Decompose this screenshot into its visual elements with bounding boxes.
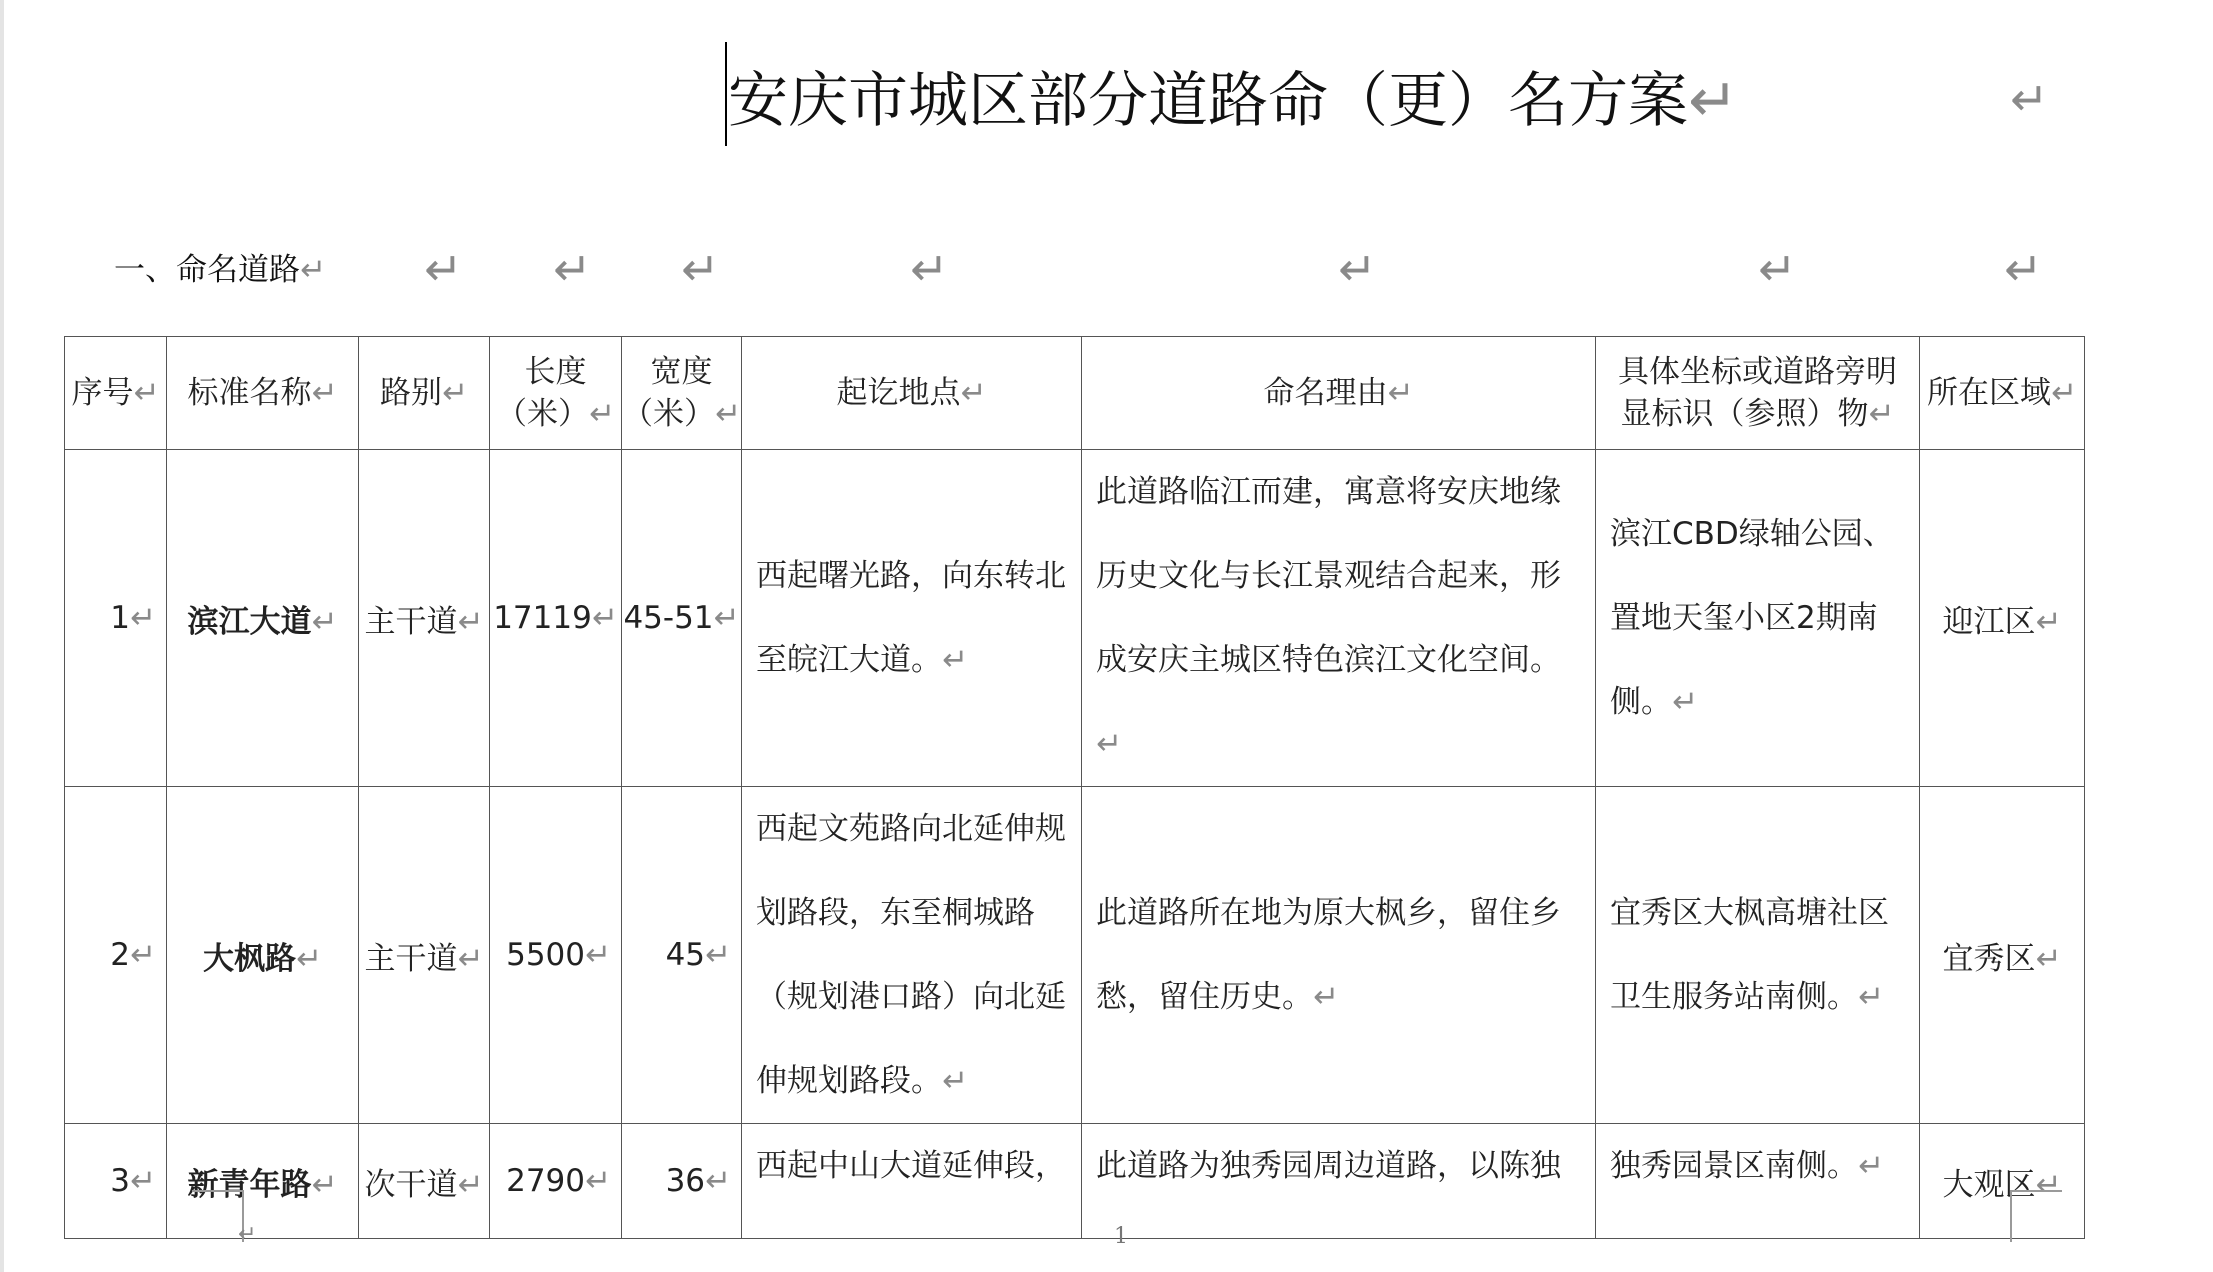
cell-seq[interactable]: 1↵ [65, 450, 167, 787]
page-edge [0, 0, 4, 1272]
paragraph-mark-icon: ↵ [681, 242, 720, 296]
table-row [65, 787, 2085, 1124]
cell-landmark[interactable]: 滨江CBD绿轴公园、置地天玺小区2期南侧。↵ [1596, 450, 1920, 787]
cell-road-class[interactable]: 主干道↵ [359, 450, 490, 787]
page-number: 1 [1114, 1224, 1128, 1249]
road-naming-table [64, 336, 2085, 1239]
paragraph-mark-icon: ↵ [1758, 242, 1797, 296]
table-header-row [65, 337, 2085, 450]
cell-width[interactable]: 45-51↵ [622, 450, 742, 787]
header-length[interactable]: 长度 （米）↵ [490, 337, 622, 450]
header-landmark[interactable]: 具体坐标或道路旁明 显标识（参照）物↵ [1596, 337, 1920, 450]
cell-road-class[interactable]: 主干道↵ [359, 787, 490, 1124]
cell-reason[interactable]: 此道路临江而建，寓意将安庆地缘历史文化与长江景观结合起来，形成安庆主城区特色滨江文化空间。↵ [1082, 450, 1596, 787]
cell-length[interactable]: 17119↵ [490, 450, 622, 787]
cell-road-class[interactable]: 次干道↵ [359, 1124, 490, 1239]
text-cursor [725, 42, 727, 146]
paragraph-mark-icon: ↵ [424, 242, 463, 296]
cell-width[interactable]: 45↵ [622, 787, 742, 1124]
header-name[interactable]: 标准名称↵ [167, 337, 359, 450]
cell-district[interactable]: 大观区↵ [1920, 1124, 2085, 1239]
header-road-class[interactable]: 路别↵ [359, 337, 490, 450]
cell-district[interactable]: 宜秀区↵ [1920, 787, 2085, 1124]
table-row [65, 1124, 2085, 1239]
cell-length[interactable]: 2790↵ [490, 1124, 622, 1239]
cell-landmark[interactable]: 宜秀区大枫高塘社区卫生服务站南侧。↵ [1596, 787, 1920, 1124]
cell-length[interactable]: 5500↵ [490, 787, 622, 1124]
table-row [65, 450, 2085, 787]
footer-corner-marker-right [2010, 1190, 2062, 1242]
paragraph-mark-icon: ↵ [1338, 242, 1377, 296]
header-extent[interactable]: 起讫地点↵ [742, 337, 1082, 450]
section-heading[interactable]: 一、命名道路↵ [114, 252, 326, 288]
cell-seq[interactable]: 2↵ [65, 787, 167, 1124]
paragraph-mark-icon: ↵ [1688, 66, 1739, 136]
cell-name[interactable]: 新青年路↵ [167, 1124, 359, 1239]
document-title[interactable]: 安庆市城区部分道路命（更）名方案↵ [728, 66, 1739, 136]
cell-name[interactable]: 滨江大道↵ [167, 450, 359, 787]
cell-name[interactable]: 大枫路↵ [167, 787, 359, 1124]
footer-corner-marker-left [192, 1190, 244, 1242]
cell-extent[interactable]: 西起曙光路，向东转北至皖江大道。↵ [742, 450, 1082, 787]
cell-reason[interactable]: 此道路为独秀园周边道路，以陈独 [1082, 1124, 1596, 1239]
paragraph-mark-icon: ↵ [238, 1222, 257, 1247]
cell-landmark[interactable]: 独秀园景区南侧。↵ [1596, 1124, 1920, 1239]
cell-width[interactable]: 36↵ [622, 1124, 742, 1239]
paragraph-mark-icon: ↵ [2004, 242, 2043, 296]
header-district[interactable]: 所在区域↵ [1920, 337, 2085, 450]
header-reason[interactable]: 命名理由↵ [1082, 337, 1596, 450]
cell-extent[interactable]: 西起中山大道延伸段， [742, 1124, 1082, 1239]
header-width[interactable]: 宽度 （米）↵ [622, 337, 742, 450]
cell-reason[interactable]: 此道路所在地为原大枫乡，留住乡愁，留住历史。↵ [1082, 787, 1596, 1124]
header-seq[interactable]: 序号↵ [65, 337, 167, 450]
cell-extent[interactable]: 西起文苑路向北延伸规划路段，东至桐城路（规划港口路）向北延伸规划路段。↵ [742, 787, 1082, 1124]
paragraph-mark-icon: ↵ [2010, 72, 2049, 126]
paragraph-mark-icon: ↵ [300, 252, 326, 288]
paragraph-mark-icon: ↵ [910, 242, 949, 296]
cell-seq[interactable]: 3↵ [65, 1124, 167, 1239]
paragraph-mark-icon: ↵ [553, 242, 592, 296]
cell-district[interactable]: 迎江区↵ [1920, 450, 2085, 787]
